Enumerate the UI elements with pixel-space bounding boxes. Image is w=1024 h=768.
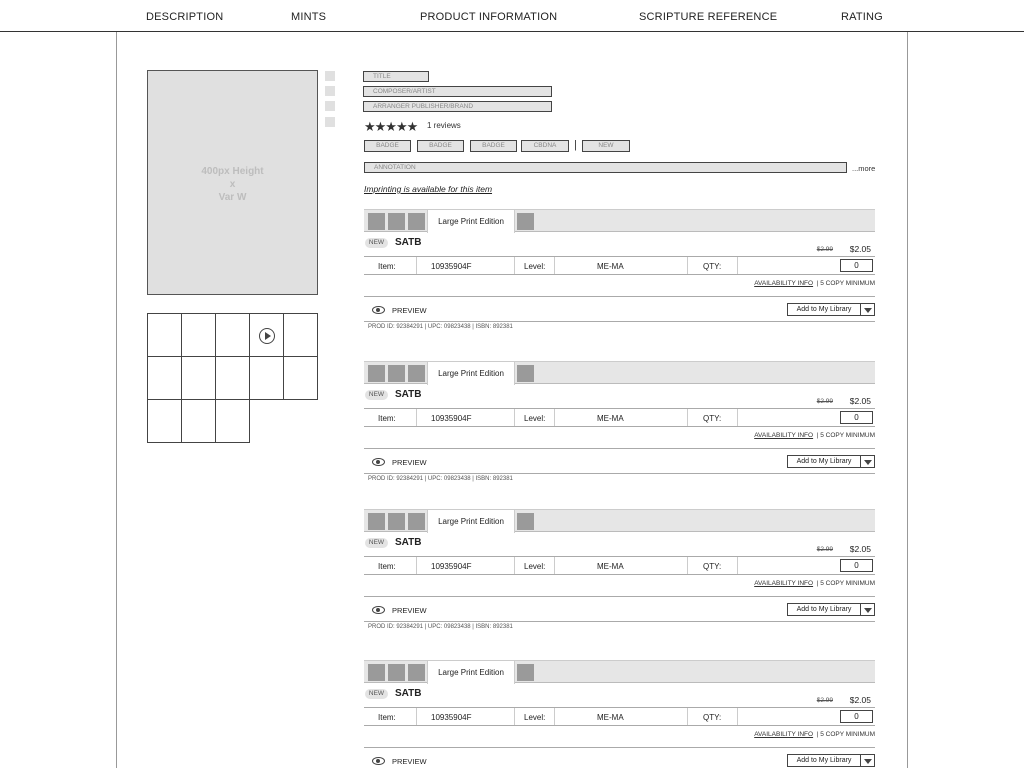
- product-edition-block: [364, 361, 875, 491]
- sale-price: $2.05: [849, 396, 871, 406]
- composer-field: COMPOSER/ARTIST: [363, 86, 552, 97]
- edition-tab-active[interactable]: Large Print Edition: [427, 660, 515, 684]
- edition-tab[interactable]: [517, 213, 534, 230]
- item-label: Item:: [378, 562, 396, 571]
- column-divider: [514, 257, 515, 274]
- level-value: ME-MA: [597, 713, 624, 722]
- edition-tab-active[interactable]: Large Print Edition: [427, 209, 515, 233]
- copy-minimum: | 5 COPY MINIMUM: [816, 432, 875, 439]
- column-divider: [416, 557, 417, 574]
- qty-label: QTY:: [703, 414, 722, 423]
- image-placeholder-text: [148, 165, 317, 204]
- chevron-down-icon[interactable]: [860, 754, 875, 767]
- nav-product-information[interactable]: PRODUCT INFORMATION: [420, 11, 558, 23]
- quantity-input[interactable]: 0: [840, 411, 873, 424]
- add-to-library-button[interactable]: Add to My Library: [787, 603, 861, 616]
- edition-tab[interactable]: [368, 213, 385, 230]
- divider: [364, 747, 875, 748]
- item-number: 10935904F: [431, 262, 472, 271]
- qty-label: QTY:: [703, 262, 722, 271]
- qty-label: QTY:: [703, 562, 722, 571]
- top-navigation: [0, 0, 1024, 32]
- voicing-label: SATB: [395, 237, 422, 248]
- edition-tab[interactable]: [408, 664, 425, 681]
- copy-minimum: | 5 COPY MINIMUM: [816, 280, 875, 287]
- product-ids: PROD ID: 92384291 | UPC: 09823438 | ISBN: 892381: [368, 324, 513, 330]
- column-divider: [687, 708, 688, 725]
- badge-cbdna: CBDNA: [521, 140, 569, 152]
- review-count[interactable]: 1 reviews: [427, 121, 461, 130]
- edition-tab[interactable]: [368, 664, 385, 681]
- edition-tab[interactable]: [388, 213, 405, 230]
- availability-link[interactable]: AVAILABILITY INFO: [754, 432, 814, 439]
- chevron-down-icon[interactable]: [860, 603, 875, 616]
- edition-tab-bar: [364, 509, 875, 532]
- preview-link[interactable]: PREVIEW: [392, 757, 427, 766]
- quantity-input[interactable]: 0: [840, 710, 873, 723]
- rating-stars[interactable]: ★★★★★: [364, 119, 418, 134]
- column-divider: [554, 409, 555, 426]
- video-thumbnail[interactable]: [249, 313, 284, 357]
- item-details-row: [364, 556, 875, 575]
- color-swatch[interactable]: [325, 101, 335, 111]
- thumbnail[interactable]: [283, 356, 318, 400]
- level-value: ME-MA: [597, 414, 624, 423]
- column-divider: [737, 708, 738, 725]
- copy-minimum: | 5 COPY MINIMUM: [816, 731, 875, 738]
- image-placeholder-line: x: [229, 179, 236, 190]
- edition-tab[interactable]: [388, 365, 405, 382]
- edition-tab[interactable]: [517, 664, 534, 681]
- add-to-library-button[interactable]: Add to My Library: [787, 754, 861, 767]
- divider: [364, 321, 875, 322]
- thumbnail[interactable]: [181, 399, 216, 443]
- thumbnail[interactable]: [181, 313, 216, 357]
- voicing-label: SATB: [395, 389, 422, 400]
- new-pill: NEW: [365, 689, 388, 699]
- chevron-down-icon[interactable]: [860, 303, 875, 316]
- edition-tab-bar: [364, 209, 875, 232]
- color-swatch[interactable]: [325, 117, 335, 127]
- item-label: Item:: [378, 262, 396, 271]
- voicing-label: SATB: [395, 537, 422, 548]
- nav-mints[interactable]: MINTS: [291, 11, 327, 23]
- eye-icon[interactable]: [372, 306, 385, 314]
- eye-icon[interactable]: [372, 458, 385, 466]
- edition-tab-active[interactable]: Large Print Edition: [427, 509, 515, 533]
- badge-separator: |: [574, 139, 577, 151]
- edition-tab[interactable]: [368, 513, 385, 530]
- level-value: ME-MA: [597, 262, 624, 271]
- play-icon: [259, 328, 275, 344]
- level-label: Level:: [524, 262, 546, 271]
- column-divider: [554, 257, 555, 274]
- nav-rating[interactable]: RATING: [841, 11, 883, 23]
- edition-tab[interactable]: [368, 365, 385, 382]
- quantity-input[interactable]: 0: [840, 559, 873, 572]
- imprinting-link[interactable]: Imprinting is available for this item: [364, 184, 493, 194]
- new-pill: NEW: [365, 238, 388, 248]
- edition-tab[interactable]: [408, 513, 425, 530]
- qty-label: QTY:: [703, 713, 722, 722]
- edition-tab[interactable]: [388, 664, 405, 681]
- thumbnail[interactable]: [181, 356, 216, 400]
- original-price: $2.99: [816, 398, 833, 405]
- column-divider: [554, 708, 555, 725]
- arranger-field: ARRANGER PUBLISHER/BRAND: [363, 101, 552, 112]
- edition-tab-bar: [364, 361, 875, 384]
- item-details-row: [364, 408, 875, 427]
- chevron-down-icon[interactable]: [860, 455, 875, 468]
- original-price: $2.99: [816, 546, 833, 553]
- preview-link[interactable]: PREVIEW: [392, 306, 427, 315]
- item-label: Item:: [378, 713, 396, 722]
- availability-link[interactable]: AVAILABILITY INFO: [754, 280, 814, 287]
- thumbnail[interactable]: [215, 313, 250, 357]
- preview-link[interactable]: PREVIEW: [392, 606, 427, 615]
- availability-row: [754, 432, 875, 439]
- thumbnail[interactable]: [215, 356, 250, 400]
- edition-tab[interactable]: [388, 513, 405, 530]
- thumbnail[interactable]: [249, 356, 284, 400]
- column-divider: [514, 557, 515, 574]
- column-divider: [737, 257, 738, 274]
- color-swatch[interactable]: [325, 86, 335, 96]
- nav-description[interactable]: DESCRIPTION: [146, 11, 224, 23]
- thumbnail[interactable]: [283, 313, 318, 357]
- eye-icon[interactable]: [372, 606, 385, 614]
- item-details-row: [364, 256, 875, 275]
- column-divider: [514, 409, 515, 426]
- availability-row: [754, 280, 875, 287]
- voicing-label: SATB: [395, 688, 422, 699]
- column-divider: [687, 409, 688, 426]
- annotation-field: ANNOTATION: [364, 162, 847, 173]
- product-ids: PROD ID: 92384291 | UPC: 09823438 | ISBN: 892381: [368, 476, 513, 482]
- badge: BADGE: [470, 140, 517, 152]
- sale-price: $2.05: [849, 244, 871, 254]
- column-divider: [416, 257, 417, 274]
- divider: [364, 473, 875, 474]
- availability-link[interactable]: AVAILABILITY INFO: [754, 580, 814, 587]
- badge: BADGE: [364, 140, 411, 152]
- edition-tab-active[interactable]: Large Print Edition: [427, 361, 515, 385]
- column-divider: [416, 409, 417, 426]
- level-label: Level:: [524, 562, 546, 571]
- divider: [364, 296, 875, 297]
- color-swatch[interactable]: [325, 71, 335, 81]
- new-pill: NEW: [365, 538, 388, 548]
- new-pill: NEW: [365, 390, 388, 400]
- eye-icon[interactable]: [372, 757, 385, 765]
- image-placeholder-line: 400px Height: [201, 166, 264, 177]
- level-label: Level:: [524, 414, 546, 423]
- badge: BADGE: [417, 140, 464, 152]
- divider: [364, 621, 875, 622]
- item-details-row: [364, 707, 875, 726]
- divider: [364, 596, 875, 597]
- product-edition-block: [364, 209, 875, 339]
- original-price: $2.99: [816, 697, 833, 704]
- product-edition-block: [364, 509, 875, 639]
- item-label: Item:: [378, 414, 396, 423]
- original-price: $2.99: [816, 246, 833, 253]
- main-product-image[interactable]: [147, 70, 318, 295]
- more-link[interactable]: ...more: [852, 164, 876, 173]
- edition-tab-bar: [364, 660, 875, 683]
- availability-row: [754, 580, 875, 587]
- sale-price: $2.05: [849, 544, 871, 554]
- column-divider: [687, 257, 688, 274]
- preview-link[interactable]: PREVIEW: [392, 458, 427, 467]
- thumbnail[interactable]: [147, 356, 182, 400]
- add-to-library-button[interactable]: Add to My Library: [787, 303, 861, 316]
- thumbnail[interactable]: [147, 399, 182, 443]
- column-divider: [416, 708, 417, 725]
- sale-price: $2.05: [849, 695, 871, 705]
- product-edition-block: [364, 660, 875, 768]
- item-number: 10935904F: [431, 414, 472, 423]
- column-divider: [737, 557, 738, 574]
- thumbnail[interactable]: [147, 313, 182, 357]
- column-divider: [737, 409, 738, 426]
- availability-row: [754, 731, 875, 738]
- item-number: 10935904F: [431, 713, 472, 722]
- edition-tab[interactable]: [408, 365, 425, 382]
- edition-tab[interactable]: [408, 213, 425, 230]
- copy-minimum: | 5 COPY MINIMUM: [816, 580, 875, 587]
- item-number: 10935904F: [431, 562, 472, 571]
- level-value: ME-MA: [597, 562, 624, 571]
- level-label: Level:: [524, 713, 546, 722]
- availability-link[interactable]: AVAILABILITY INFO: [754, 731, 814, 738]
- column-divider: [554, 557, 555, 574]
- image-placeholder-line: Var W: [218, 192, 247, 203]
- divider: [364, 448, 875, 449]
- title-field: TITLE: [363, 71, 429, 82]
- edition-tab[interactable]: [517, 513, 534, 530]
- product-ids: PROD ID: 92384291 | UPC: 09823438 | ISBN: 892381: [368, 624, 513, 630]
- edition-tab[interactable]: [517, 365, 534, 382]
- nav-scripture-reference[interactable]: SCRIPTURE REFERENCE: [639, 11, 778, 23]
- column-divider: [687, 557, 688, 574]
- badge-new: NEW: [582, 140, 630, 152]
- column-divider: [514, 708, 515, 725]
- thumbnail[interactable]: [215, 399, 250, 443]
- quantity-input[interactable]: 0: [840, 259, 873, 272]
- add-to-library-button[interactable]: Add to My Library: [787, 455, 861, 468]
